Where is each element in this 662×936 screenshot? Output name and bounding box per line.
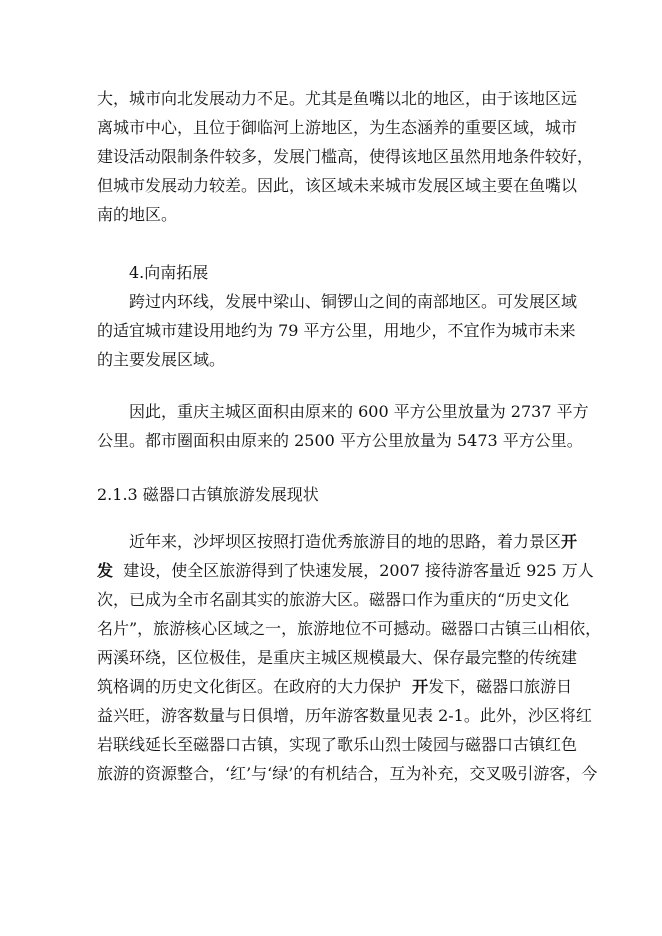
text-line: 公里。都市圈面积由原来的 2500 平方公里放量为 5473 平方公里。	[97, 431, 583, 450]
summary-paragraph	[97, 397, 589, 455]
paragraph-continuation	[97, 84, 594, 229]
text-line: 的适宜城市建设用地约为 79 平方公里，用地少，不宜作为城市未来	[97, 321, 576, 340]
text-segment: 近年来，沙坪坝区按照打造优秀旅游目的地的思路，着力景区	[129, 532, 562, 551]
text-line: 因此，重庆主城区面积由原来的 600 平方公里放量为 2737 平方	[129, 402, 589, 421]
text-line	[97, 672, 573, 701]
text-line: 旅游的资源整合，‘红’与‘绿’的有机结合，互为补充，交叉吸引游客，今	[97, 764, 598, 783]
text-line: 次，已成为全市名副其实的旅游大区。磁器口作为重庆的“历史文化	[97, 590, 570, 609]
text-line: 名片”，旅游核心区域之一，旅游地位不可撼动。磁器口古镇三山相依，	[97, 619, 602, 638]
text-line	[97, 556, 594, 585]
text-line: 的主要发展区域。	[97, 350, 226, 369]
text-segment: 发下，磁器口旅游日	[428, 677, 573, 696]
bold-text-segment: 发	[97, 561, 114, 580]
text-line: 离城市中心，且位于御临河上游地区，为生态涵养的重要区域，城市	[97, 118, 578, 137]
text-line: 大，城市向北发展动力不足。尤其是鱼嘴以北的地区，由于该地区远	[97, 89, 578, 108]
item-4-title: 4.向南拓展	[129, 263, 209, 282]
text-segment: 建设，使全区旅游得到了快速发展，2007 接待游客量近 925 万人	[113, 561, 594, 580]
item-4-section	[97, 258, 578, 374]
text-line: 南的地区。	[97, 205, 178, 224]
section-heading: 2.1.3 磁器口古镇旅游发展现状	[97, 485, 319, 504]
text-line: 益兴旺，游客数量与日俱增，历年游客数量见表 2-1。此外，沙区将红	[97, 706, 592, 725]
text-line: 两溪环绕，区位极佳，是重庆主城区规模最大、保存最完整的传统建	[97, 648, 578, 667]
text-line	[97, 527, 578, 556]
bold-text-segment: 开	[561, 532, 578, 551]
text-segment: 筑格调的历史文化街区。在政府的大力保护	[97, 677, 402, 696]
section-body	[97, 527, 602, 788]
bold-text-segment: 开	[401, 677, 429, 696]
text-line: 但城市发展动力较差。因此，该区域未来城市发展区域主要在鱼嘴以	[97, 176, 578, 195]
text-line: 建设活动限制条件较多，发展门槛高，使得该地区虽然用地条件较好，	[97, 147, 594, 166]
text-line: 岩联线延长至磁器口古镇，实现了歌乐山烈士陵园与磁器口古镇红色	[97, 735, 578, 754]
text-line: 跨过内环线，发展中梁山、铜锣山之间的南部地区。可发展区域	[129, 292, 578, 311]
